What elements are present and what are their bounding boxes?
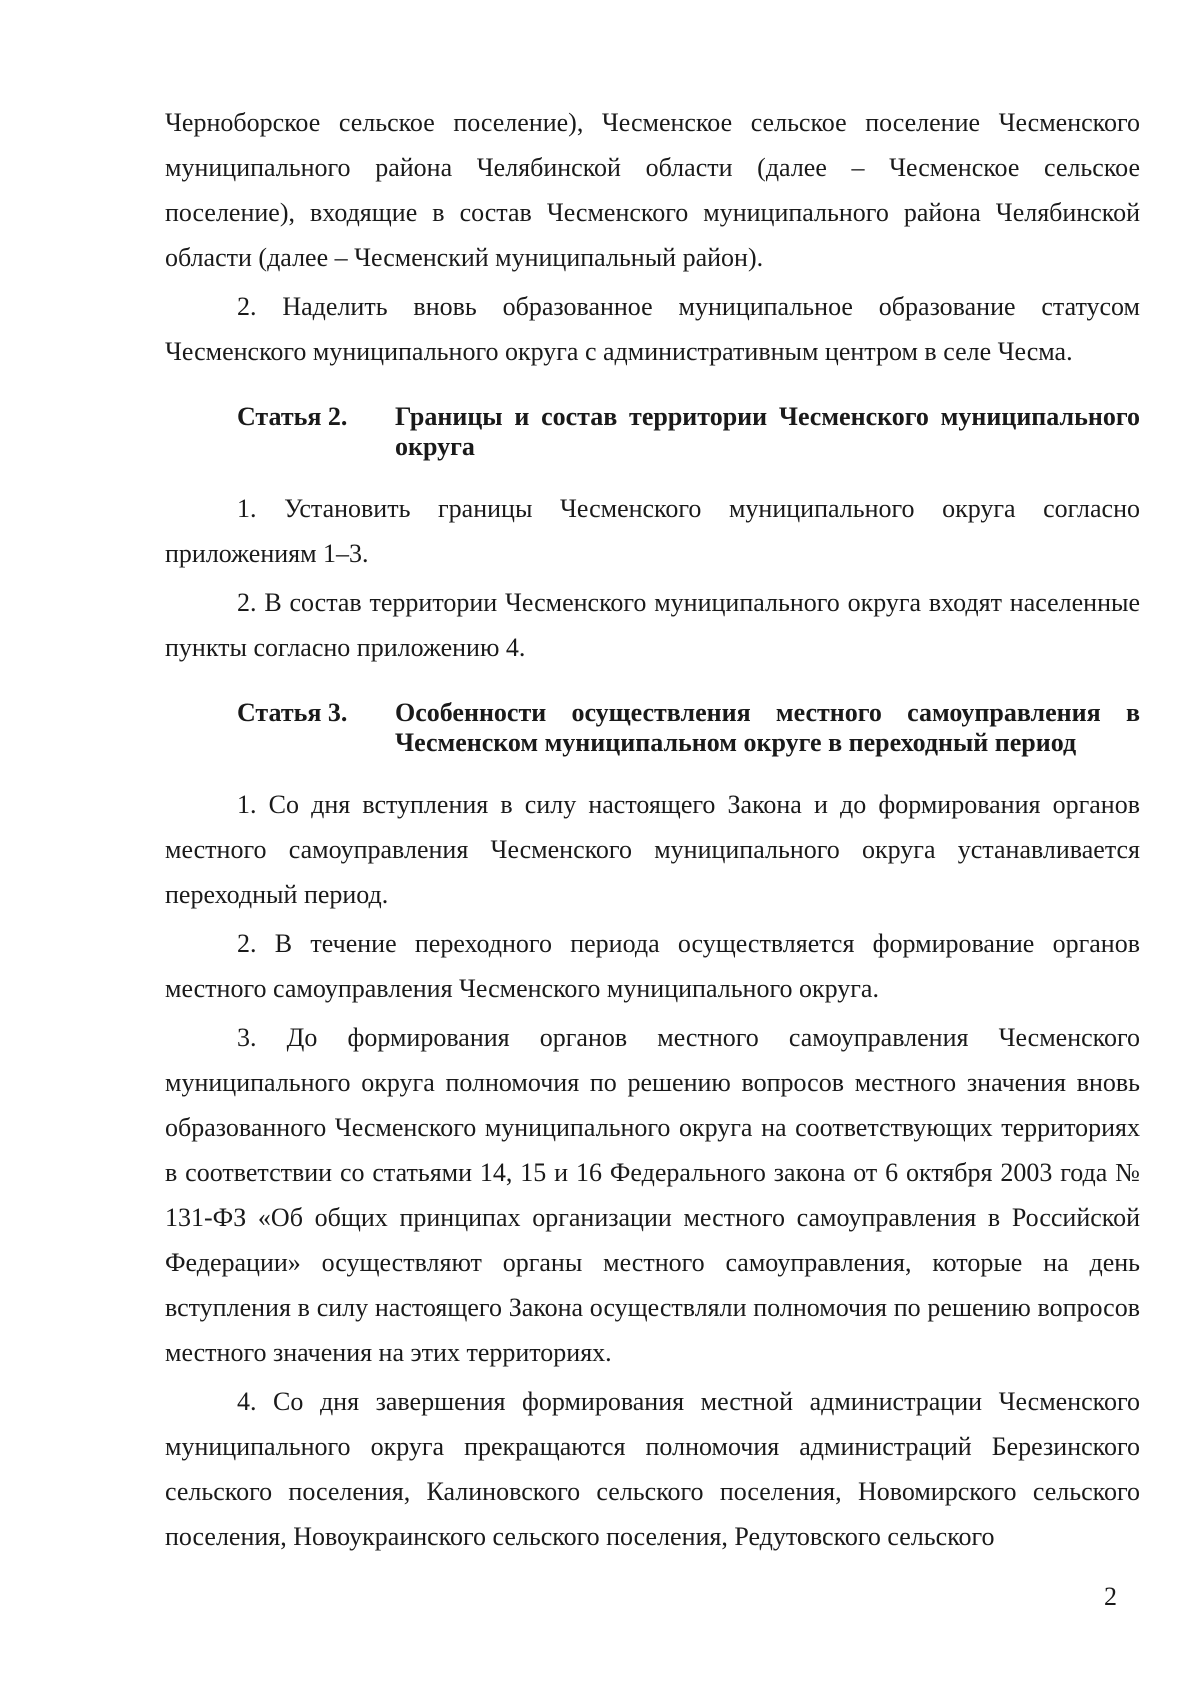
intro-paragraph: Черноборское сельское поселение), Чесменское сельское поселение Чесменского муниципального района Челябинской области (далее – Чесменское сельское поселение), входящие в состав Чесменского муниципального района Челябинской области (далее – Чесменский муниципальный район).	[165, 108, 1140, 272]
article2-paragraph-1: 1. Установить границы Чесменского муниципального округа согласно приложениям 1–3.	[165, 494, 1140, 568]
article3-paragraph-3: 3. До формирования органов местного самоуправления Чесменского муниципального округа полномочия по решению вопросов местного значения вновь образованного Чесменского муниципального округа на соответствующих территориях в соответствии со статьями 14, 15 и 16 Федерального закона от 6 октября 2003 года № 131-ФЗ «Об общих принципах организации местного самоуправления в Российской Федерации» осуществляют органы местного самоуправления, которые на день вступления в силу настоящего Закона осуществляли полномочия по решению вопросов местного значения на этих территориях.	[165, 1023, 1140, 1367]
article2-number: Статья 2.	[237, 402, 348, 431]
article3-paragraph-2: 2. В течение переходного периода осуществляется формирование органов местного самоуправления Чесменского муниципального округа.	[165, 929, 1140, 1003]
article3-heading	[165, 698, 1140, 758]
article2-title: Границы и состав территории Чесменского муниципального округа	[395, 402, 1140, 461]
article3-paragraph-4: 4. Со дня завершения формирования местной администрации Чесменского муниципального округа прекращаются полномочия администраций Березинского сельского поселения, Калиновского сельского поселения, Новомирского сельского поселения, Новоукраинского сельского поселения, Редутовского сельского	[165, 1387, 1140, 1551]
document-page	[165, 100, 1140, 1559]
article1-paragraph-2: 2. Наделить вновь образованное муниципальное образование статусом Чесменского муниципального округа с административным центром в селе Чесма.	[165, 292, 1140, 366]
article3-title: Особенности осуществления местного самоуправления в Чесменском муниципальном округе в переходный период	[395, 698, 1140, 757]
page-number: 2	[1104, 1582, 1117, 1611]
article2-heading	[165, 402, 1140, 462]
article3-number: Статья 3.	[237, 698, 348, 727]
article2-paragraph-2: 2. В состав территории Чесменского муниципального округа входят населенные пункты согласно приложению 4.	[165, 588, 1140, 662]
article3-paragraph-1: 1. Со дня вступления в силу настоящего Закона и до формирования органов местного самоуправления Чесменского муниципального округа устанавливается переходный период.	[165, 790, 1140, 909]
